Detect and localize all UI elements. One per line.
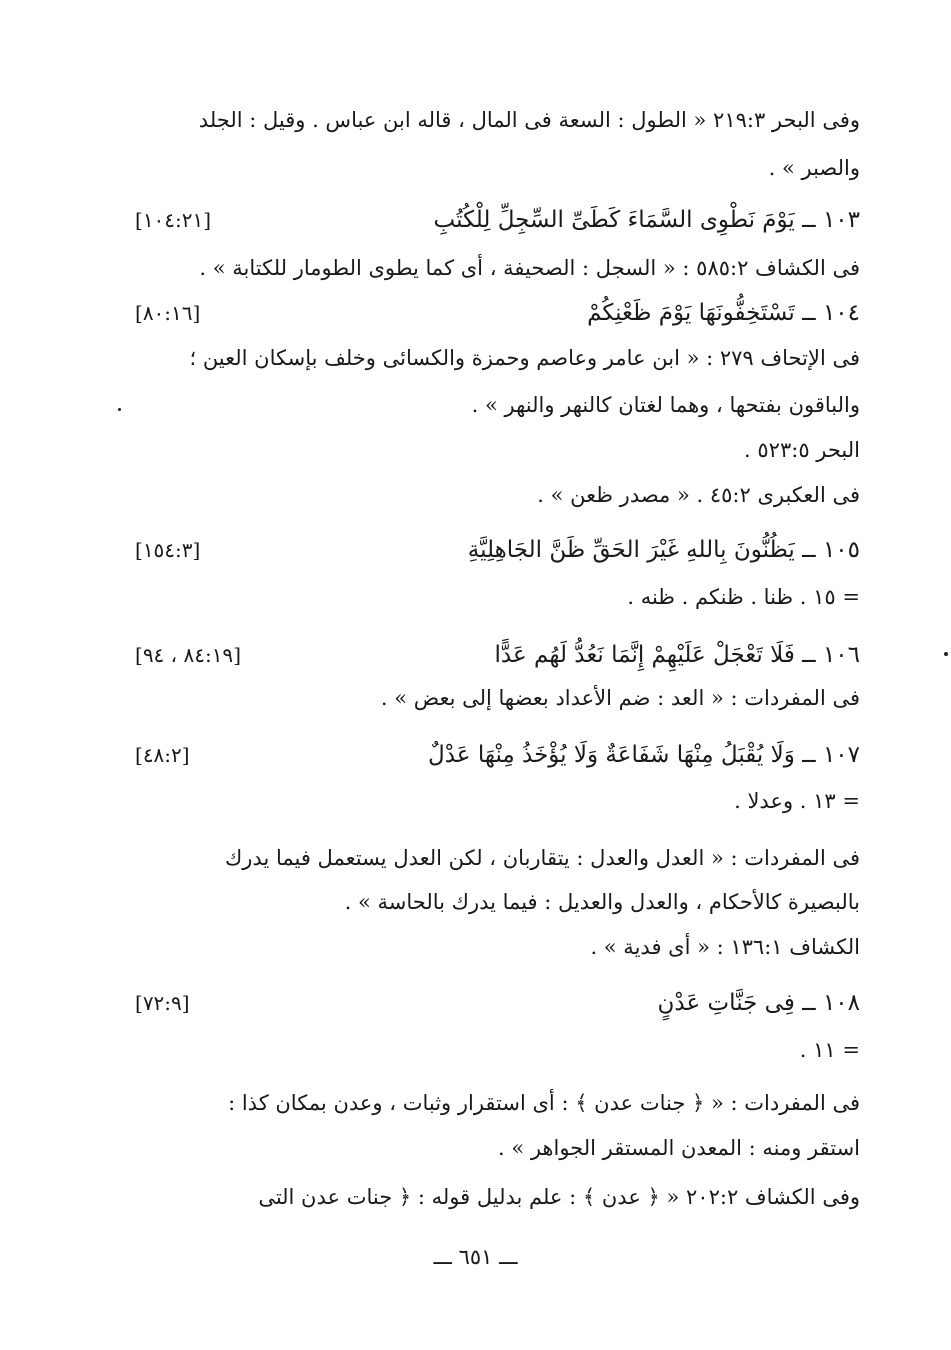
text-line: فى المفردات : « العدل والعدل : يتقاربان ، لكن العدل يستعمل فيما يدرك [224,846,860,870]
verse-reference: [٨٠:١٦] [135,301,201,325]
verse-text: ١٠٨ ــ فِى جَنَّاتِ عَدْنٍ [657,990,860,1016]
verse-entry-107 [135,740,860,770]
text-line: فى المفردات : « ﴿ جنات عدن ﴾ : أى استقرار وثبات ، وعدن بمكان كذا : [228,1091,860,1115]
page-number: ـــ ٦٥١ ـــ [433,1245,518,1269]
verse-entry-106 [135,640,860,670]
verse-reference: [١٥٤:٣] [135,538,201,562]
verse-text: ١٠٦ ــ فَلَا تَعْجَلْ عَلَيْهِمْ إِنَّمَا نَعُدُّ لَهُم عَدًّا [494,642,860,668]
verse-text: ١٠٣ ــ يَوْمَ نَطْوِى السَّمَاءَ كَطَىِّ السِّجِلِّ لِلْكُتُبِ [433,207,860,233]
text-line: بالبصيرة كالأحكام ، والعدل والعديل : فيما يدرك بالحاسة » . [344,890,860,914]
verse-entry-108 [135,988,860,1018]
text-line: فى المفردات : « العد : ضم الأعداد بعضها إلى بعض » . [380,686,860,710]
verse-reference: [١٠٤:٢١] [135,208,212,232]
text-line: والصبر » . [768,156,860,180]
verse-entry-105 [135,535,860,565]
text-line: الكشاف ١٣٦:١ : « أى فدية » . [590,935,860,959]
text-line: = ١٥ . ظنا . ظنكم . ظنه . [627,585,860,609]
text-line: = ١١ . [799,1038,860,1062]
verse-entry-103 [135,205,860,235]
verse-text: ١٠٤ ــ تَسْتَخِفُّونَهَا يَوْمَ ظَعْنِكُمْ [587,300,860,326]
verse-reference: [٧٢:٩] [135,991,190,1015]
verse-entry-104 [135,298,860,328]
text-line: وفى الكشاف ٢٠٢:٢ « ﴿ عدن ﴾ : علم بدليل قوله : ﴿ جنات عدن التى [258,1185,860,1209]
verse-text: ١٠٧ ــ وَلَا يُقْبَلُ مِنْهَا شَفَاعَةٌ وَلَا يُؤْخَذُ مِنْهَا عَدْلٌ [428,742,860,768]
text-line: وفى البحر ٢١٩:٣ « الطول : السعة فى المال ، قاله ابن عباس . وقيل : الجلد [198,108,860,132]
text-line: = ١٣ . وعدلا . [734,789,860,813]
verse-reference: [٨٤:١٩ ، ٩٤] [135,643,241,667]
text-line: البحر ٥٢٣:٥ . [744,438,860,462]
text-line: فى العكبرى ٤٥:٢ . « مصدر ظعن » . [537,483,860,507]
verse-text: ١٠٥ ــ يَظُنُّونَ بِاللهِ غَيْرَ الحَقِّ ظَنَّ الجَاهِلِيَّةِ [467,537,860,563]
verse-reference: [٤٨:٢] [135,743,190,767]
text-line: والباقون بفتحها ، وهما لغتان كالنهر والنهر » . [471,393,860,417]
text-line: فى الكشاف ٥٨٥:٢ : « السجل : الصحيفة ، أى كما يطوى الطومار للكتابة » . [199,256,860,280]
scan-speck [118,408,121,411]
text-line: فى الإتحاف ٢٧٩ : « ابن عامر وعاصم وحمزة والكسائى وخلف بإسكان العين ؛ [189,346,860,370]
text-line: استقر ومنه : المعدن المستقر الجواهر » . [497,1136,860,1160]
scan-speck [944,652,948,656]
